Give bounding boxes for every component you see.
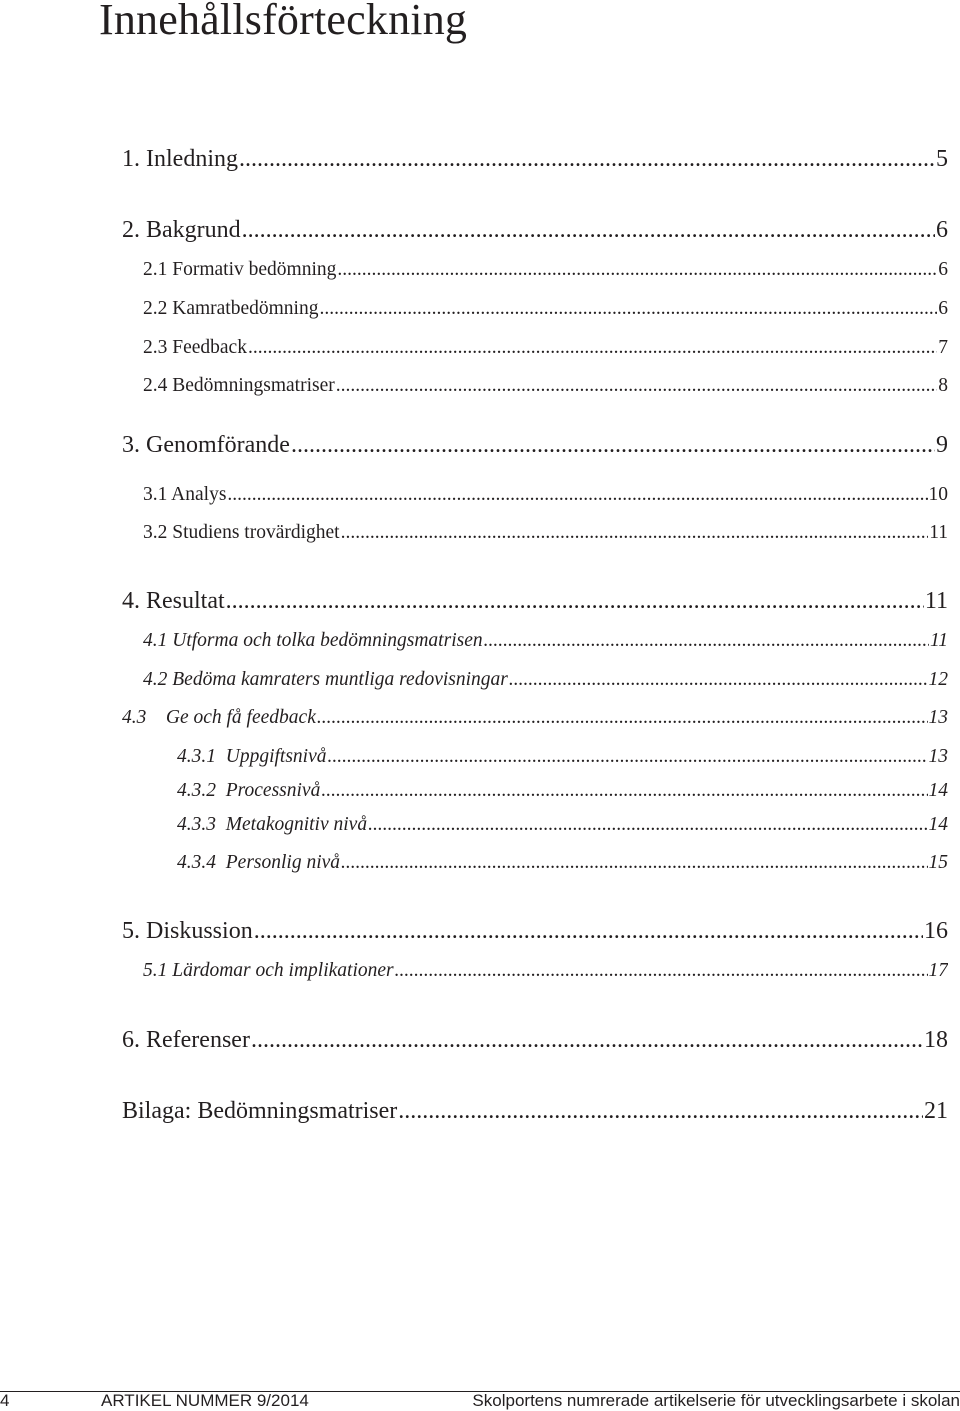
toc-entry-label: 2. Bakgrund — [122, 217, 241, 243]
dot-leader — [368, 814, 927, 836]
toc-entry-lardomar[interactable] — [143, 960, 948, 982]
toc-entry-utforma[interactable] — [143, 630, 948, 652]
toc-entry-label: Bilaga: Bedömningsmatriser — [122, 1098, 398, 1124]
toc-entry-personlig-niva[interactable] — [177, 852, 948, 874]
dot-leader — [242, 217, 935, 244]
toc-entry-bilaga[interactable] — [122, 1098, 948, 1125]
toc-entry-resultat[interactable] — [122, 588, 948, 615]
dot-leader — [251, 1027, 923, 1054]
toc-entry-diskussion[interactable] — [122, 918, 948, 945]
toc-entry-kamratbedomning[interactable] — [143, 298, 948, 320]
toc-entry-label: 4.3.3 Metakognitiv nivå — [177, 814, 368, 835]
dot-leader — [395, 960, 928, 982]
toc-entry-page: 14 — [928, 780, 948, 801]
toc-entry-processniva[interactable] — [177, 780, 948, 802]
dot-leader — [337, 259, 937, 281]
dot-leader — [341, 522, 929, 544]
toc-entry-label: 5.1 Lärdomar och implikationer — [143, 960, 394, 981]
toc-entry-page: 17 — [928, 960, 948, 981]
footer-series: ARTIKEL NUMMER 9/2014 — [101, 1391, 309, 1410]
toc-entry-label: 4.2 Bedöma kamraters muntliga redovisningar — [143, 669, 508, 690]
toc-entry-label: 6. Referenser — [122, 1027, 250, 1053]
toc-entry-formativ-bedomning[interactable] — [143, 259, 948, 281]
toc-entry-trovardighet[interactable] — [143, 522, 948, 544]
toc-entry-label: 4.1 Utforma och tolka bedömningsmatrisen — [143, 630, 483, 651]
toc-entry-page: 6 — [938, 298, 948, 319]
page-title: Innehållsförteckning — [99, 0, 468, 44]
toc-entry-label: 2.2 Kamratbedömning — [143, 298, 319, 319]
toc-entry-page: 11 — [924, 588, 948, 614]
toc-entry-page: 18 — [924, 1027, 948, 1053]
toc-entry-page: 15 — [928, 852, 948, 873]
toc-entry-uppgiftsniva[interactable] — [177, 746, 948, 768]
toc-entry-label: 5. Diskussion — [122, 918, 253, 944]
toc-entry-page: 14 — [928, 814, 948, 835]
toc-entry-page: 11 — [929, 630, 948, 651]
footer-page-number: 4 — [0, 1391, 10, 1410]
toc-entry-label: 4. Resultat — [122, 588, 225, 614]
toc-entry-label: 3.1 Analys — [143, 484, 227, 505]
page-footer — [0, 1387, 960, 1411]
toc-entry-page: 8 — [938, 375, 948, 396]
dot-leader — [398, 1098, 923, 1125]
toc-entry-ge-och-fa-feedback[interactable] — [122, 707, 948, 729]
toc-entry-bedoma-kamrater[interactable] — [143, 669, 948, 691]
toc-entry-label: 2.4 Bedömningsmatriser — [143, 375, 335, 396]
toc-entry-feedback[interactable] — [143, 337, 948, 359]
toc-entry-page: 9 — [936, 432, 948, 458]
toc-entry-label: 2.3 Feedback — [143, 337, 247, 358]
toc-entry-label: 3. Genomförande — [122, 432, 290, 458]
dot-leader — [239, 146, 935, 173]
toc-entry-label: 1. Inledning — [122, 146, 238, 172]
toc-entry-page: 7 — [938, 337, 948, 358]
toc-entry-label: 4.3 Ge och få feedback — [122, 707, 316, 728]
dot-leader — [336, 375, 938, 397]
toc-entry-page: 6 — [936, 217, 948, 243]
dot-leader — [341, 852, 927, 874]
dot-leader — [317, 707, 928, 729]
toc-entry-bedomningsmatriser[interactable] — [143, 375, 948, 397]
toc-entry-label: 4.3.4 Personlig nivå — [177, 852, 341, 873]
footer-description: Skolportens numrerade artikelserie för utvecklingsarbete i skolan — [472, 1391, 960, 1410]
dot-leader — [484, 630, 929, 652]
toc-entry-page: 6 — [938, 259, 948, 280]
toc-entry-label: 3.2 Studiens trovärdighet — [143, 522, 340, 543]
toc-entry-inledning[interactable] — [122, 146, 948, 173]
dot-leader — [248, 337, 937, 359]
dot-leader — [291, 432, 935, 459]
dot-leader — [509, 669, 928, 691]
toc-entry-referenser[interactable] — [122, 1027, 948, 1054]
toc-entry-page: 5 — [936, 146, 948, 172]
toc-entry-label: 4.3.2 Processnivå — [177, 780, 321, 801]
toc-entry-page: 16 — [924, 918, 948, 944]
toc-entry-page: 13 — [928, 746, 948, 767]
toc-entry-genomforande[interactable] — [122, 432, 948, 459]
toc-entry-page: 21 — [924, 1098, 948, 1124]
toc-entry-analys[interactable] — [143, 484, 948, 506]
toc-entry-label: 2.1 Formativ bedömning — [143, 259, 337, 280]
dot-leader — [321, 780, 927, 802]
toc-entry-page: 13 — [928, 707, 948, 728]
dot-leader — [319, 298, 937, 320]
dot-leader — [254, 918, 923, 945]
dot-leader — [227, 484, 927, 506]
toc-entry-page: 10 — [928, 484, 948, 505]
dot-leader — [226, 588, 924, 615]
toc-entry-bakgrund[interactable] — [122, 217, 948, 244]
toc-entry-page: 11 — [929, 522, 948, 543]
toc-entry-page: 12 — [928, 669, 948, 690]
toc-entry-metakognitiv-niva[interactable] — [177, 814, 948, 836]
dot-leader — [328, 746, 928, 768]
toc-entry-label: 4.3.1 Uppgiftsnivå — [177, 746, 327, 767]
